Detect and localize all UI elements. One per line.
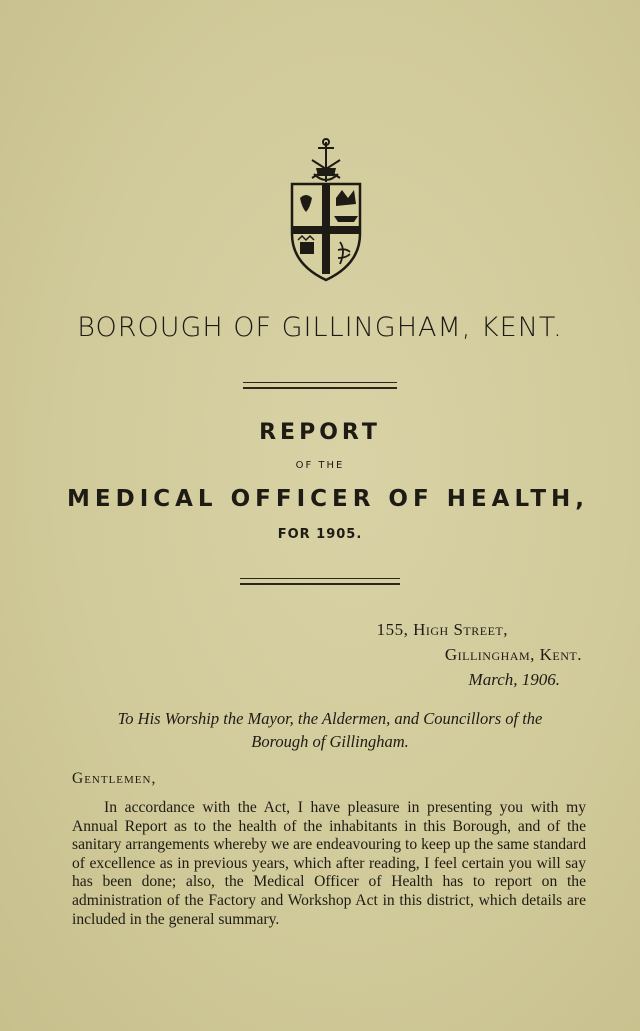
divider-top: [243, 382, 397, 389]
divider-bottom: [240, 578, 400, 585]
report-heading: REPORT: [259, 420, 381, 445]
year-heading: FOR 1905.: [277, 527, 363, 542]
address-line-1: 155, High Street,: [376, 620, 508, 639]
addressee-line-1: To His Worship the Mayor, the Aldermen, and Councillors of the: [117, 709, 543, 728]
letter-body: In accordance with the Act, I have pleasure in presenting you with my Annual Report as to the health of the inhabitants in this Borough, and of the sanitary arrangements whereby we are endeavouring to keep up the same standard of excellence as in previous years, which after reading, I feel certain you will say has been done; also, the Medical Officer of Health has to report on the administration of the Factory and Workshop Act in this district, which details are included in the general summary.: [72, 799, 586, 928]
salutation: Gentlemen,: [72, 770, 157, 787]
address-line-2: Gillingham, Kent.: [444, 645, 582, 664]
coat-of-arms-icon: [288, 138, 364, 284]
office-heading: MEDICAL OFFICER OF HEALTH,: [67, 486, 589, 512]
addressee-line-2: Borough of Gillingham.: [251, 732, 409, 751]
letter-date: March, 1906.: [468, 670, 560, 689]
of-the-text: OF THE: [295, 460, 345, 471]
borough-title: BOROUGH OF GILLINGHAM, KENT.: [77, 312, 563, 343]
addressee: [60, 707, 600, 753]
